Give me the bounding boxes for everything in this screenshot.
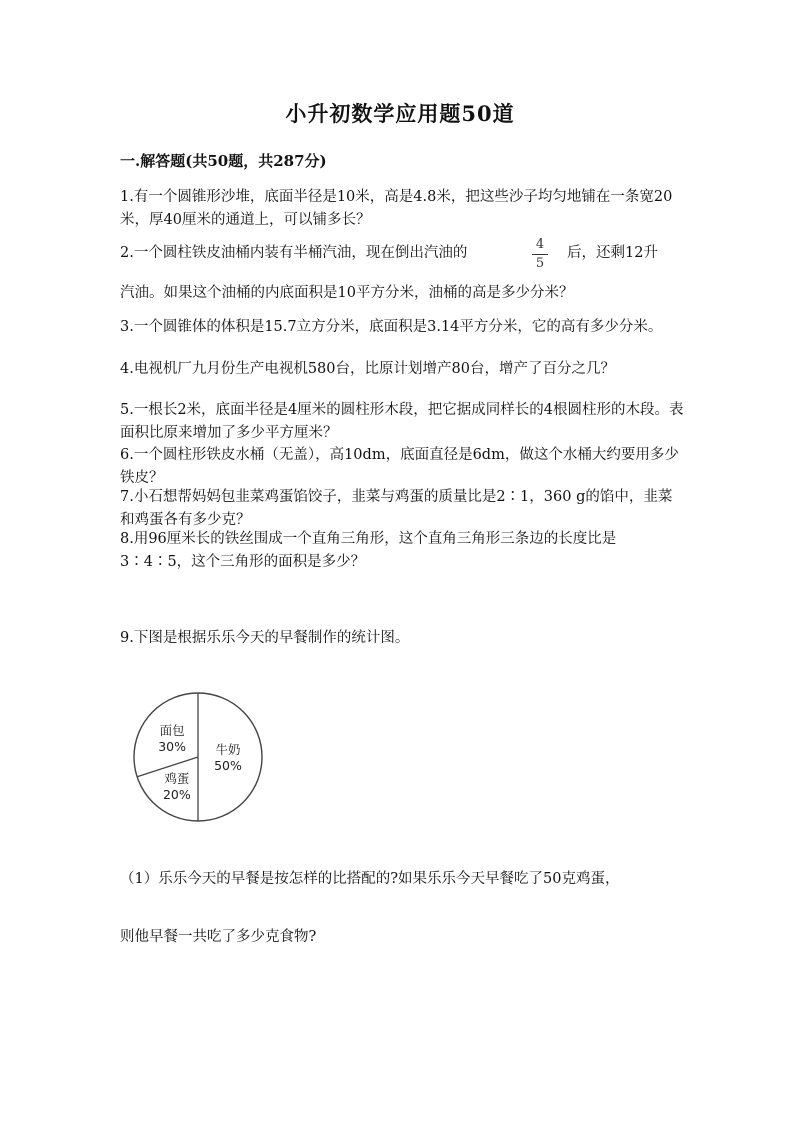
question-3: 3.一个圆锥体的体积是15.7立方分米，底面积是3.14平方分米，它的高有多少分米。 bbox=[120, 319, 663, 335]
question-1: 1.有一个圆锥形沙堆，底面半径是10米，高是4.8米，把这些沙子均匀地铺在一条宽20米，厚40厘米的通道上，可以铺多长？ bbox=[120, 189, 673, 228]
section-heading: 一.解答题(共50题，共287分) bbox=[120, 152, 327, 170]
question-5: 5.一根长2米，底面半径是4厘米的圆柱形木段，把它据成同样长的4根圆柱形的木段。表面积比原来增加了多少平方厘米？ bbox=[120, 402, 684, 441]
question-2-line-2: 汽油。如果这个油桶的内底面积是10平方分米，油桶的高是多少分米？ bbox=[120, 285, 574, 301]
fraction-bar bbox=[532, 254, 548, 255]
pie-slice-label: 面包 bbox=[159, 723, 185, 739]
pie-chart-svg bbox=[129, 688, 269, 828]
question-9: 9.下图是根据乐乐今天的早餐制作的统计图。 bbox=[120, 630, 410, 646]
pie-slice-value-label: 30% bbox=[158, 739, 187, 755]
question-2-text-before: 2.一个圆柱铁皮油桶内装有半桶汽油，现在倒出汽油的 bbox=[120, 245, 468, 261]
fraction-four-fifths bbox=[532, 238, 548, 271]
question-4: 4.电视机厂九月份生产电视机580台，比原计划增产80台，增产了百分之几？ bbox=[120, 361, 615, 377]
question-9-sub-1-line-2: 则他早餐一共吃了多少克食物? bbox=[120, 929, 317, 945]
pie-slice-value-label: 50% bbox=[214, 758, 242, 773]
question-6: 6.一个圆柱形铁皮水桶（无盖），高10dm，底面直径是6dm，做这个水桶大约要用多少铁皮？ bbox=[120, 447, 679, 486]
pie-slice-label: 鸡蛋 bbox=[164, 771, 190, 787]
question-9-sub-1-line-1: （1）乐乐今天的早餐是按怎样的比搭配的?如果乐乐今天早餐吃了50克鸡蛋， bbox=[120, 871, 620, 887]
fraction-denominator: 5 bbox=[535, 256, 545, 271]
pie-slice-value-label: 20% bbox=[162, 787, 191, 803]
question-2-text-after: 后，还剩12升 bbox=[567, 245, 658, 261]
pie-slice-label: 牛奶 bbox=[215, 742, 241, 757]
fraction-numerator: 4 bbox=[535, 237, 545, 252]
question-7: 7.小石想帮妈妈包韭菜鸡蛋馅饺子，韭菜与鸡蛋的质量比是2∶1，360 g的馅中，韭菜和鸡蛋各有多少克？ bbox=[120, 489, 673, 528]
question-8: 8.用96厘米长的铁丝围成一个直角三角形，这个直角三角形三条边的长度比是3∶4∶5，这个三角形的面积是多少？ bbox=[120, 531, 617, 570]
page-title: 小升初数学应用题50道 bbox=[285, 101, 515, 126]
breakfast-pie-chart bbox=[129, 688, 269, 828]
